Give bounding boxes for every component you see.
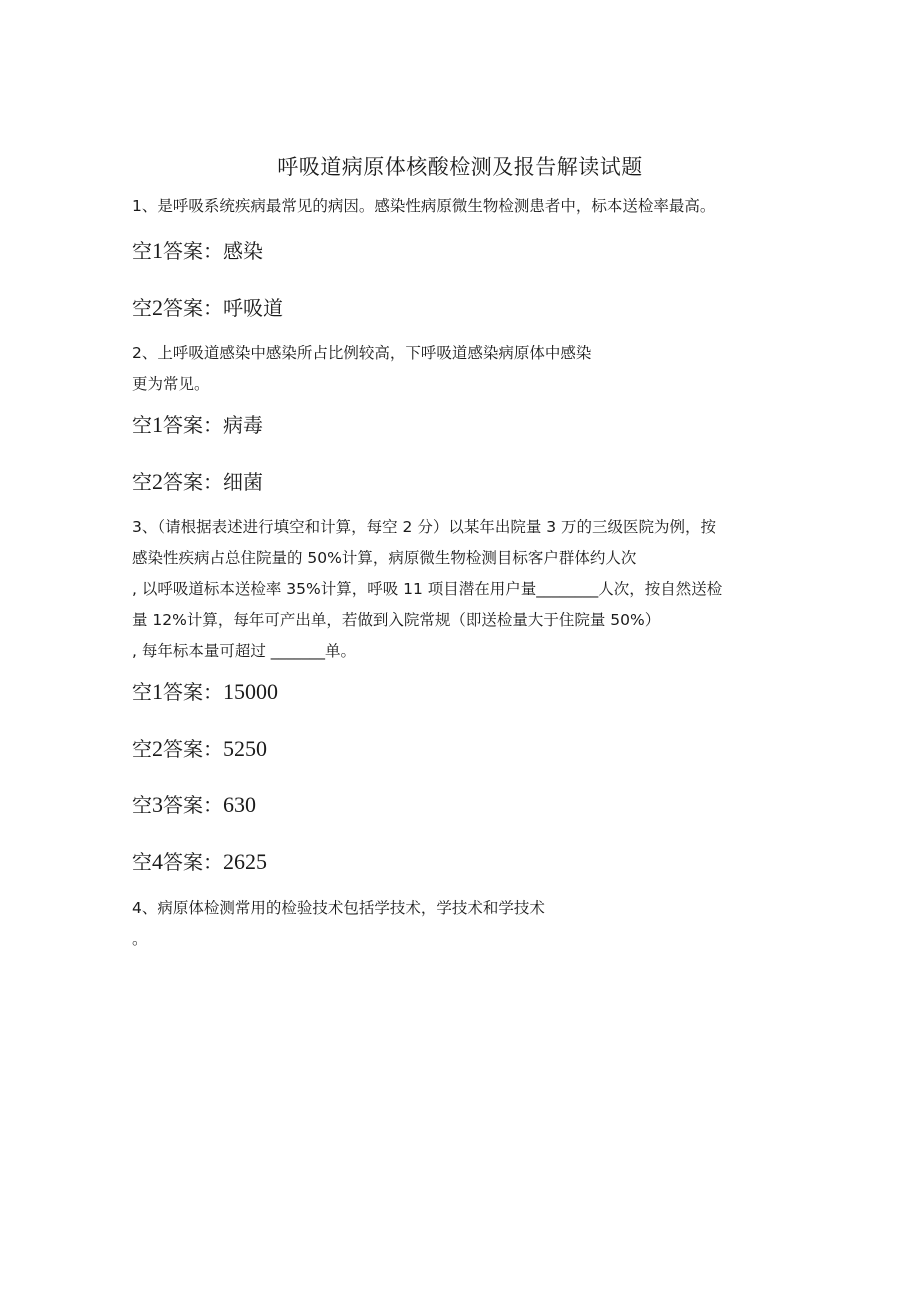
answer-blank-number: 1: [152, 412, 163, 437]
answer-blank-number: 1: [152, 238, 163, 263]
question-3-line-5: , 每年标本量可超过 _______单。: [132, 642, 357, 660]
answer-value: 5250: [223, 736, 267, 761]
question-3-line-4: 量 12%计算，每年可产出单，若做到入院常规（即送检量大于住院量 50%）: [132, 611, 661, 629]
answer-label: 答案：: [163, 737, 223, 761]
question-3-line-3: , 以呼吸道标本送检率 35%计算，呼吸 11 项目潜在用户量________人次，按自然送检: [132, 580, 723, 598]
answer-prefix: 空: [132, 413, 152, 437]
question-3-answer-4: [132, 848, 267, 876]
question-4-line-1: 4、病原体检测常用的检验技术包括学技术，学技术和学技术: [132, 899, 545, 917]
answer-blank-number: 2: [152, 295, 163, 320]
answer-prefix: 空: [132, 296, 152, 320]
question-1-answer-2: [132, 294, 283, 322]
question-3-answer-3: [132, 791, 256, 819]
question-3-answer-2: [132, 735, 267, 763]
question-2-answer-1: [132, 411, 263, 439]
answer-prefix: 空: [132, 470, 152, 494]
answer-prefix: 空: [132, 680, 152, 704]
answer-value: 630: [223, 792, 256, 817]
question-3-line-1: 3、（请根据表述进行填空和计算，每空 2 分）以某年出院量 3 万的三级医院为例，按: [132, 518, 717, 536]
answer-label: 答案：: [163, 239, 223, 263]
answer-label: 答案：: [163, 680, 223, 704]
question-1-line-1: 1、是呼吸系统疾病最常见的病因。感染性病原微生物检测患者中，标本送检率最高。: [132, 197, 716, 215]
answer-prefix: 空: [132, 850, 152, 874]
answer-blank-number: 3: [152, 792, 163, 817]
answer-value: 15000: [223, 679, 278, 704]
answer-blank-number: 1: [152, 679, 163, 704]
answer-value: 病毒: [223, 413, 263, 437]
answer-blank-number: 2: [152, 736, 163, 761]
question-4-line-2: 。: [132, 930, 148, 948]
answer-label: 答案：: [163, 413, 223, 437]
answer-blank-number: 4: [152, 849, 163, 874]
answer-blank-number: 2: [152, 469, 163, 494]
document-title: 呼吸道病原体核酸检测及报告解读试题: [277, 155, 643, 179]
answer-value: 呼吸道: [223, 296, 283, 320]
answer-prefix: 空: [132, 793, 152, 817]
answer-value: 感染: [223, 239, 263, 263]
answer-value: 细菌: [223, 470, 263, 494]
question-3-line-2: 感染性疾病占总住院量的 50%计算，病原微生物检测目标客户群体约人次: [132, 549, 637, 567]
question-2-answer-2: [132, 468, 263, 496]
question-3-answer-1: [132, 678, 278, 706]
answer-label: 答案：: [163, 470, 223, 494]
answer-value: 2625: [223, 849, 267, 874]
answer-label: 答案：: [163, 296, 223, 320]
question-2-line-2: 更为常见。: [132, 375, 210, 393]
answer-prefix: 空: [132, 737, 152, 761]
answer-prefix: 空: [132, 239, 152, 263]
answer-label: 答案：: [163, 793, 223, 817]
question-2-line-1: 2、上呼吸道感染中感染所占比例较高，下呼吸道感染病原体中感染: [132, 344, 592, 362]
question-1-answer-1: [132, 237, 263, 265]
answer-label: 答案：: [163, 850, 223, 874]
